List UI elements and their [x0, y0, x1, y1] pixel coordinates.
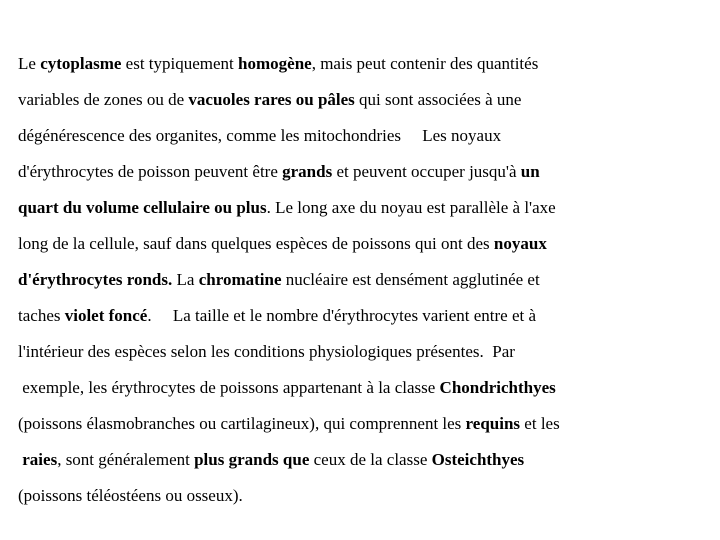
text-line [18, 82, 702, 118]
bold-text-segment: violet foncé [64, 306, 148, 325]
bold-text-segment: Osteichthyes [431, 450, 525, 469]
text-line [18, 190, 702, 226]
bold-text-segment: Chondrichthyes [439, 378, 556, 397]
text-line [18, 334, 702, 370]
text-segment: et peuvent occuper jusqu'à [332, 162, 521, 181]
text-line [18, 46, 702, 82]
text-segment: qui sont associées à une [354, 90, 522, 109]
bold-text-segment: plus grands que [194, 450, 310, 469]
bold-text-segment: homogène [238, 54, 312, 73]
bold-text-segment: chromatine [198, 270, 282, 289]
text-line [18, 118, 702, 154]
text-segment: l'intérieur des espèces selon les conditions physiologiques présentes. Par [18, 342, 515, 361]
text-segment: , mais peut contenir des quantités [311, 54, 539, 73]
bold-text-segment: grands [282, 162, 333, 181]
text-line [18, 226, 702, 262]
text-line [18, 298, 702, 334]
text-segment: est typiquement [121, 54, 239, 73]
bold-text-segment: vacuoles rares ou pâles [188, 90, 355, 109]
text-segment: taches [18, 306, 65, 325]
text-line [18, 370, 702, 406]
text-segment: ceux de la classe [309, 450, 432, 469]
text-segment: (poissons téléostéens ou osseux). [18, 486, 243, 505]
text-segment: dégénérescence des organites, comme les mitochondries Les noyaux [18, 126, 502, 145]
bold-text-segment: d'érythrocytes ronds. [18, 270, 173, 289]
text-line [18, 262, 702, 298]
text-segment: . La taille et le nombre d'érythrocytes varient entre et à [147, 306, 537, 325]
bold-text-segment: requins [465, 414, 521, 433]
text-segment: long de la cellule, sauf dans quelques espèces de poissons qui ont des [18, 234, 494, 253]
text-line [18, 478, 702, 514]
text-segment: La [172, 270, 199, 289]
document-text [18, 46, 702, 514]
text-segment: nucléaire est densément agglutinée et [281, 270, 540, 289]
bold-text-segment: noyaux [493, 234, 547, 253]
text-segment: . Le long axe du noyau est parallèle à l'axe [266, 198, 556, 217]
text-line [18, 154, 702, 190]
text-segment: Le [18, 54, 41, 73]
text-line [18, 406, 702, 442]
text-line [18, 442, 702, 478]
text-segment: d'érythrocytes de poisson peuvent être [18, 162, 283, 181]
text-segment: variables de zones ou de [18, 90, 189, 109]
text-segment: , sont généralement [57, 450, 195, 469]
text-segment: exemple, les érythrocytes de poissons appartenant à la classe [18, 378, 440, 397]
bold-text-segment: un [520, 162, 540, 181]
bold-text-segment: cytoplasme [40, 54, 122, 73]
bold-text-segment: quart du volume cellulaire ou plus [18, 198, 267, 217]
text-segment: et les [520, 414, 560, 433]
text-segment: (poissons élasmobranches ou cartilagineux), qui comprennent les [18, 414, 466, 433]
bold-text-segment: raies [22, 450, 58, 469]
